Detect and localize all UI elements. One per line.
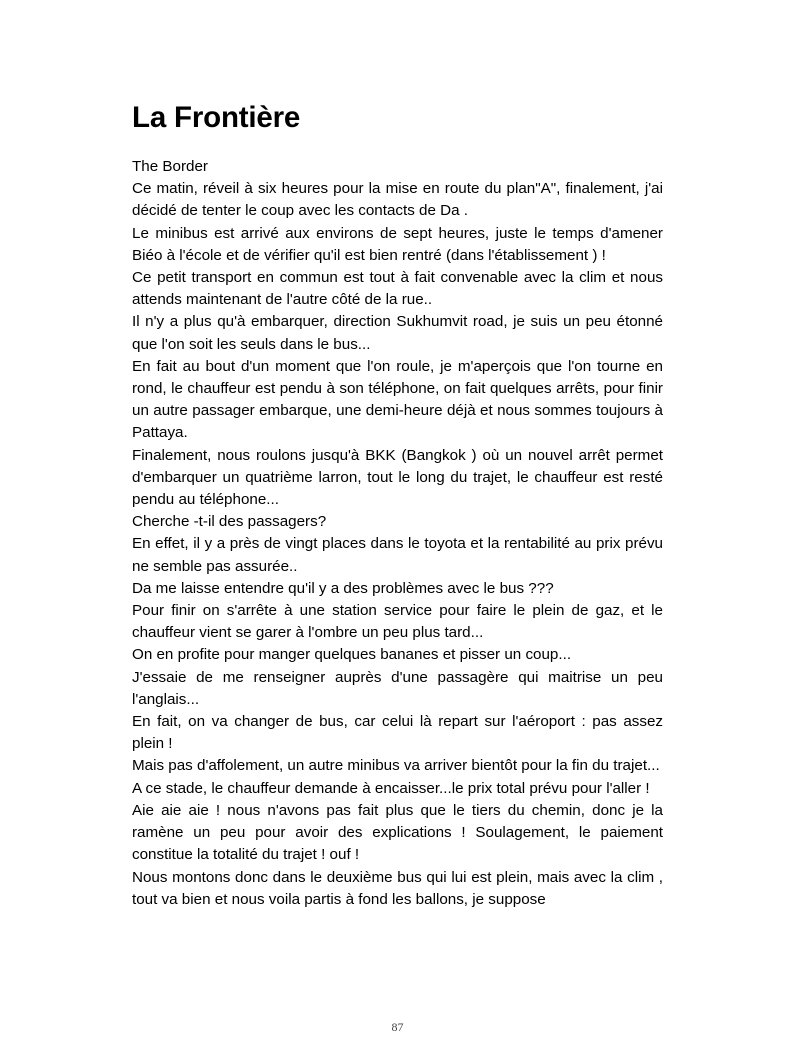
paragraph: Da me laisse entendre qu'il y a des problèmes avec le bus ??? (132, 579, 554, 597)
page-number: 87 (391, 1020, 404, 1034)
paragraph: Ce petit transport en commun est tout à fait convenable avec la clim et nous attends maintenant de l'autre côté de la rue.. (132, 269, 663, 309)
chapter-title: La Frontière (132, 101, 301, 134)
subtitle-paragraph: The Border (132, 158, 208, 175)
paragraph: En fait, on va changer de bus, car celui là repart sur l'aéroport : pas assez plein ! (132, 713, 663, 753)
paragraph: Pour finir on s'arrête à une station service pour faire le plein de gaz, et le chauffeur vient se garer à l'ombre un peu plus tard... (132, 602, 663, 642)
paragraph: En fait au bout d'un moment que l'on roule, je m'aperçois que l'on tourne en rond, le chauffeur est pendu à son téléphone, on fait quelques arrêts, pour finir un autre passager embarque, une demi-heure déjà et nous sommes toujours à Pattaya. (132, 357, 663, 442)
paragraph: Aie aie aie ! nous n'avons pas fait plus que le tiers du chemin, donc je la ramène un peu pour avoir des explications ! Soulagement, le paiement constitue la totalité du trajet ! ouf ! (132, 801, 663, 864)
paragraph: Cherche -t-il des passagers? (132, 513, 327, 531)
body-text (132, 156, 663, 911)
paragraph: J'essaie de me renseigner auprès d'une passagère qui maitrise un peu l'anglais... (132, 668, 663, 708)
paragraph: Mais pas d'affolement, un autre minibus va arriver bientôt pour la fin du trajet... (132, 757, 660, 775)
paragraph: On en profite pour manger quelques bananes et pisser un coup... (132, 646, 572, 664)
paragraph: Le minibus est arrivé aux environs de sept heures, juste le temps d'amener Biéo à l'école et de vérifier qu'il est bien rentré (dans l'établissement ) ! (132, 224, 663, 264)
paragraph: En effet, il y a près de vingt places dans le toyota et la rentabilité au prix prévu ne semble pas assurée.. (132, 535, 663, 575)
paragraph: Nous montons donc dans le deuxième bus qui lui est plein, mais avec la clim , tout va bien et nous voila partis à fond les ballons, je suppose (132, 868, 663, 908)
paragraph: A ce stade, le chauffeur demande à encaisser...le prix total prévu pour l'aller ! (132, 779, 650, 797)
paragraph: Il n'y a plus qu'à embarquer, direction Sukhumvit road, je suis un peu étonné que l'on soit les seuls dans le bus... (132, 313, 663, 353)
paragraph: Finalement, nous roulons jusqu'à BKK (Bangkok ) où un nouvel arrêt permet d'embarquer un quatrième larron, tout le long du trajet, le chauffeur est resté pendu au téléphone... (132, 446, 663, 509)
paragraph: Ce matin, réveil à six heures pour la mise en route du plan"A", finalement, j'ai décidé de tenter le coup avec les contacts de Da . (132, 180, 663, 220)
